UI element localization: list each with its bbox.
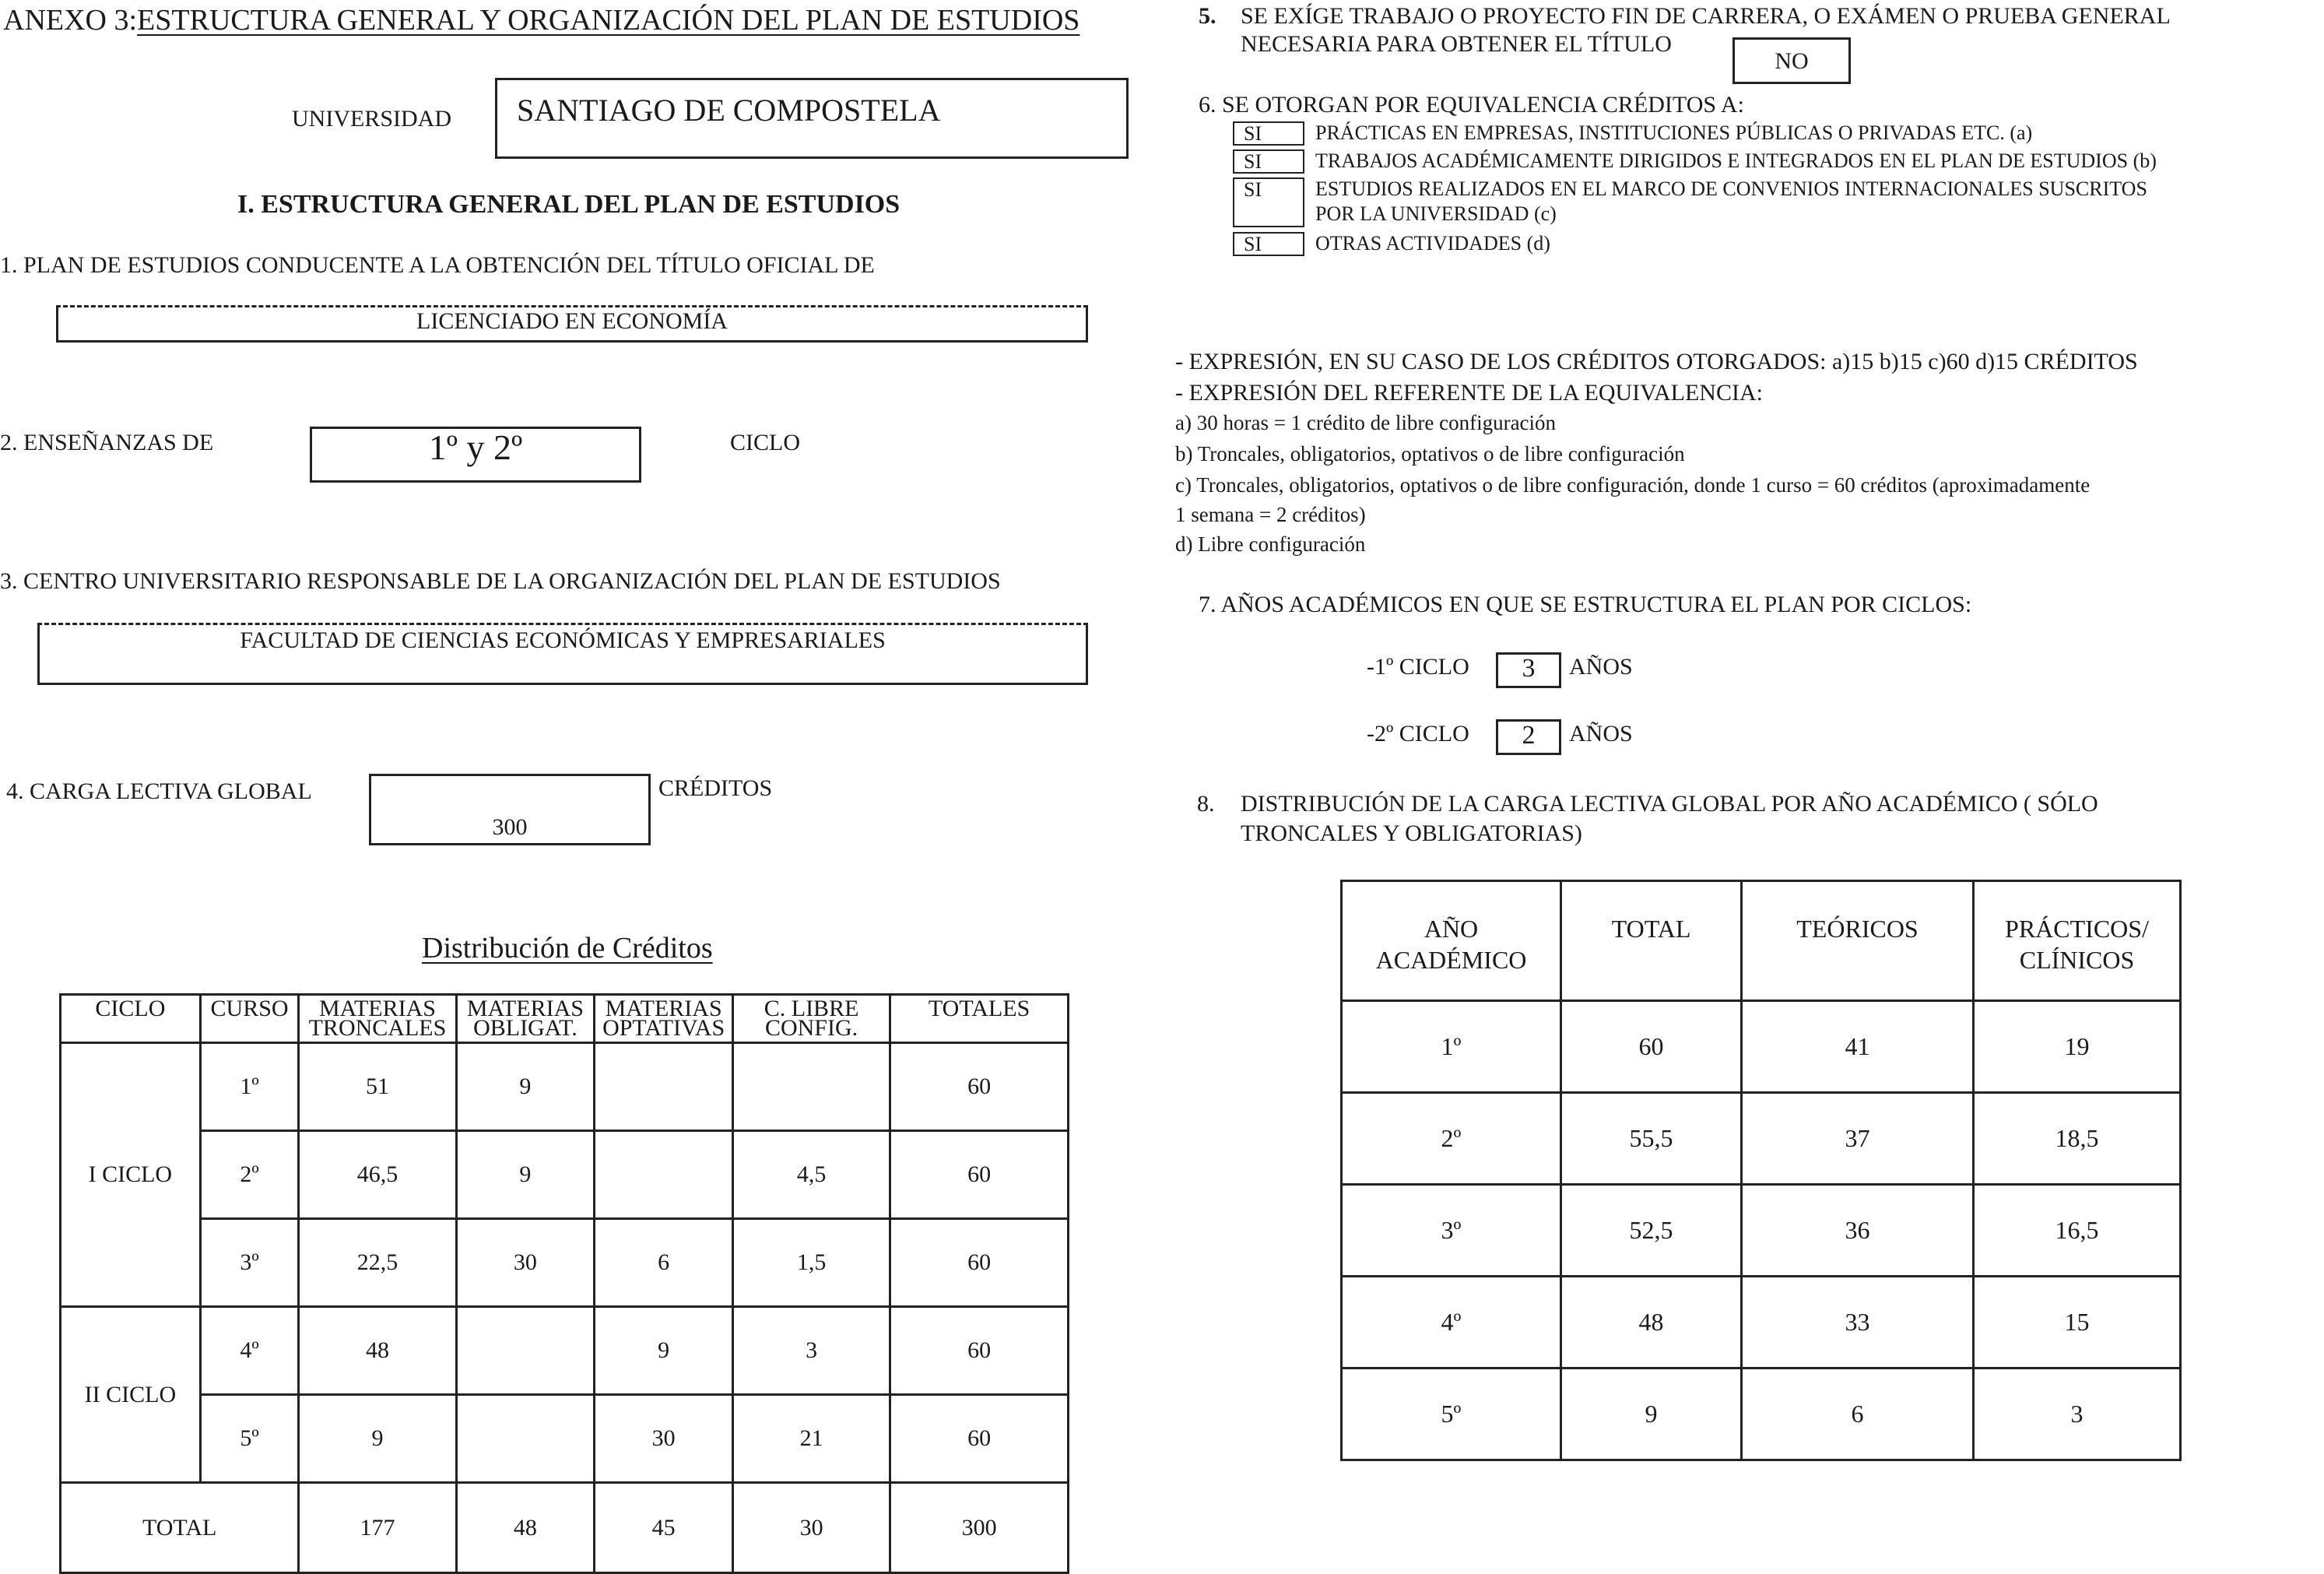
table-cell: 3º xyxy=(1342,1185,1561,1277)
table-cell: 37 xyxy=(1742,1093,1974,1185)
cycle-label: II CICLO xyxy=(61,1307,201,1483)
annex-title-text: ESTRUCTURA GENERAL Y ORGANIZACIÓN DEL PLAN DE ESTUDIOS xyxy=(137,4,1080,37)
table-cell: 3 xyxy=(1974,1368,2181,1460)
item2-label: 2. ENSEÑANZAS DE xyxy=(0,430,214,455)
expression-referent: - EXPRESIÓN DEL REFERENTE DE LA EQUIVALENCIA: xyxy=(1175,380,1763,406)
table-cell xyxy=(595,1043,733,1131)
item8-num: 8. xyxy=(1197,791,1215,817)
table-cell: 1º xyxy=(1342,1001,1561,1093)
cycle2-label: -2º CICLO xyxy=(1367,721,1469,747)
cycle1-years: 3 xyxy=(1522,654,1536,683)
table-row xyxy=(1342,1368,2181,1460)
equivalence-text: TRABAJOS ACADÉMICAMENTE DIRIGIDOS E INTEGRADOS EN EL PLAN DE ESTUDIOS (b) xyxy=(1315,149,2157,172)
table-cell: 22,5 xyxy=(299,1219,456,1307)
item6-label: 6. SE OTORGAN POR EQUIVALENCIA CRÉDITOS A: xyxy=(1199,92,1744,118)
table-row xyxy=(61,1307,1069,1395)
item4-label: 4. CARGA LECTIVA GLOBAL xyxy=(6,778,312,804)
table-cell: 9 xyxy=(299,1395,456,1483)
item7-label: 7. AÑOS ACADÉMICOS EN QUE SE ESTRUCTURA EL PLAN POR CICLOS: xyxy=(1199,592,1972,617)
total-row xyxy=(61,1483,1069,1573)
equivalence-flag: SI xyxy=(1233,149,1304,174)
table-cell: 300 xyxy=(890,1483,1069,1573)
table-cell: 30 xyxy=(456,1219,595,1307)
ref-a: a) 30 horas = 1 crédito de libre configuración xyxy=(1175,411,1557,434)
table-cell: 60 xyxy=(890,1131,1069,1219)
university-label: UNIVERSIDAD xyxy=(292,106,451,132)
table-cell: 9 xyxy=(595,1307,733,1395)
distribution-title: Distribución de Créditos xyxy=(422,932,713,964)
cycle1-label: -1º CICLO xyxy=(1367,654,1469,680)
item3-label: 3. CENTRO UNIVERSITARIO RESPONSABLE DE LA ORGANIZACIÓN DEL PLAN DE ESTUDIOS xyxy=(0,568,1001,594)
table-cell: 16,5 xyxy=(1974,1185,2181,1277)
table-row xyxy=(1342,1185,2181,1277)
university-value: SANTIAGO DE COMPOSTELA xyxy=(517,93,941,128)
table-cell: 52,5 xyxy=(1561,1185,1742,1277)
table-cell: 2º xyxy=(1342,1093,1561,1185)
table-cell: 9 xyxy=(1561,1368,1742,1460)
table-cell: 45 xyxy=(595,1483,733,1573)
item1-value: LICENCIADO EN ECONOMÍA xyxy=(416,308,728,334)
table-cell: 48 xyxy=(456,1483,595,1573)
item5-value: NO xyxy=(1775,48,1809,74)
header-troncales: MATERIAS TRONCALES xyxy=(299,995,456,1043)
header-teoricos: TEÓRICOS xyxy=(1742,881,1974,1001)
ref-b: b) Troncales, obligatorios, optativos o de libre configuración xyxy=(1175,442,1685,466)
equivalence-flag: SI xyxy=(1233,121,1304,146)
expression-credits: - EXPRESIÓN, EN SU CASO DE LOS CRÉDITOS OTORGADOS: a)15 b)15 c)60 d)15 CRÉDITOS xyxy=(1175,349,2138,374)
table-cell xyxy=(456,1307,595,1395)
table-cell: 3º xyxy=(200,1219,299,1307)
equivalence-flag: SI xyxy=(1233,177,1304,227)
table-cell: 30 xyxy=(732,1483,890,1573)
table-row xyxy=(61,1043,1069,1131)
item3-value: FACULTAD DE CIENCIAS ECONÓMICAS Y EMPRESARIALES xyxy=(240,627,886,653)
table-cell: 48 xyxy=(1561,1277,1742,1368)
header-optativas: MATERIAS OPTATIVAS xyxy=(595,995,733,1043)
table-cell: 4º xyxy=(200,1307,299,1395)
item8-line2: TRONCALES Y OBLIGATORIAS) xyxy=(1241,820,1582,846)
table-cell: 60 xyxy=(1561,1001,1742,1093)
cycle-label: I CICLO xyxy=(61,1043,201,1307)
table-cell: 30 xyxy=(595,1395,733,1483)
header-ano-academico: AÑO ACADÉMICO xyxy=(1342,881,1561,1001)
table-row xyxy=(61,1219,1069,1307)
table-cell: 9 xyxy=(456,1043,595,1131)
equivalence-text: ESTUDIOS REALIZADOS EN EL MARCO DE CONVENIOS INTERNACIONALES SUSCRITOS xyxy=(1315,177,2147,200)
header-total: TOTAL xyxy=(1561,881,1742,1001)
header-practicos: PRÁCTICOS/ CLÍNICOS xyxy=(1974,881,2181,1001)
table-cell xyxy=(456,1395,595,1483)
table-cell: 177 xyxy=(299,1483,456,1573)
item4-suffix: CRÉDITOS xyxy=(658,775,773,801)
header-libre-config: C. LIBRE CONFIG. xyxy=(732,995,890,1043)
header-curso: CURSO xyxy=(200,995,299,1043)
table-cell: 41 xyxy=(1742,1001,1974,1093)
item5-line2: NECESARIA PARA OBTENER EL TÍTULO xyxy=(1241,31,1672,57)
table-cell xyxy=(732,1043,890,1131)
table-row xyxy=(1342,1277,2181,1368)
table-cell: 48 xyxy=(299,1307,456,1395)
table-cell: 55,5 xyxy=(1561,1093,1742,1185)
table-cell: 6 xyxy=(595,1219,733,1307)
equivalence-flag: SI xyxy=(1233,232,1304,256)
table-cell: 60 xyxy=(890,1219,1069,1307)
table-cell: 4º xyxy=(1342,1277,1561,1368)
annual-header-row xyxy=(1342,881,2181,1001)
table-row xyxy=(61,1395,1069,1483)
table-cell: 33 xyxy=(1742,1277,1974,1368)
table-cell: 60 xyxy=(890,1395,1069,1483)
cycle1-unit: AÑOS xyxy=(1569,654,1633,680)
annex-title: ANEXO 3:ESTRUCTURA GENERAL Y ORGANIZACIÓN DEL PLAN DE ESTUDIOS xyxy=(3,4,1080,37)
table-cell: 4,5 xyxy=(732,1131,890,1219)
item5-line1: SE EXÍGE TRABAJO O PROYECTO FIN DE CARRERA, O EXÁMEN O PRUEBA GENERAL xyxy=(1241,3,2171,29)
table-cell: 18,5 xyxy=(1974,1093,2181,1185)
header-totales: TOTALES xyxy=(890,995,1069,1043)
header-ciclo: CICLO xyxy=(61,995,201,1043)
item5-num: 5. xyxy=(1199,3,1216,29)
item1-label: 1. PLAN DE ESTUDIOS CONDUCENTE A LA OBTENCIÓN DEL TÍTULO OFICIAL DE xyxy=(0,252,875,278)
credits-table xyxy=(59,993,1069,1574)
table-cell: 60 xyxy=(890,1043,1069,1131)
table-cell: 51 xyxy=(299,1043,456,1131)
table-cell: 19 xyxy=(1974,1001,2181,1093)
header-obligat: MATERIAS OBLIGAT. xyxy=(456,995,595,1043)
item2-suffix: CICLO xyxy=(730,430,800,455)
equivalence-text: PRÁCTICAS EN EMPRESAS, INSTITUCIONES PÚBLICAS O PRIVADAS ETC. (a) xyxy=(1315,121,2033,144)
table-cell: 9 xyxy=(456,1131,595,1219)
table-cell: 5º xyxy=(200,1395,299,1483)
table-row xyxy=(1342,1093,2181,1185)
table-cell: 15 xyxy=(1974,1277,2181,1368)
table-cell: 2º xyxy=(200,1131,299,1219)
table-cell: 60 xyxy=(890,1307,1069,1395)
item2-value: 1º y 2º xyxy=(428,427,523,467)
table-row xyxy=(61,1131,1069,1219)
cycle2-years: 2 xyxy=(1522,721,1536,750)
equivalence-text: OTRAS ACTIVIDADES (d) xyxy=(1315,232,1550,255)
total-label: TOTAL xyxy=(61,1483,299,1573)
ref-c2: 1 semana = 2 créditos) xyxy=(1175,503,1366,526)
equivalence-text-cont: POR LA UNIVERSIDAD (c) xyxy=(1315,202,1557,225)
table-cell: 6 xyxy=(1742,1368,1974,1460)
item8-line1: DISTRIBUCIÓN DE LA CARGA LECTIVA GLOBAL POR AÑO ACADÉMICO ( SÓLO xyxy=(1241,791,2098,817)
table-cell: 5º xyxy=(1342,1368,1561,1460)
credits-header-row xyxy=(61,995,1069,1043)
table-cell: 21 xyxy=(732,1395,890,1483)
table-cell: 1,5 xyxy=(732,1219,890,1307)
section-heading: I. ESTRUCTURA GENERAL DEL PLAN DE ESTUDIOS xyxy=(237,190,900,219)
ref-c1: c) Troncales, obligatorios, optativos o de libre configuración, donde 1 curso = 60 créditos (aproximadamente xyxy=(1175,473,2091,497)
table-cell xyxy=(595,1131,733,1219)
table-cell: 36 xyxy=(1742,1185,1974,1277)
item4-value: 300 xyxy=(492,814,528,840)
table-cell: 3 xyxy=(732,1307,890,1395)
ref-d: d) Libre configuración xyxy=(1175,532,1366,556)
table-cell: 1º xyxy=(200,1043,299,1131)
table-row xyxy=(1342,1001,2181,1093)
annual-load-table xyxy=(1340,880,2182,1461)
cycle2-unit: AÑOS xyxy=(1569,721,1633,747)
table-cell: 46,5 xyxy=(299,1131,456,1219)
